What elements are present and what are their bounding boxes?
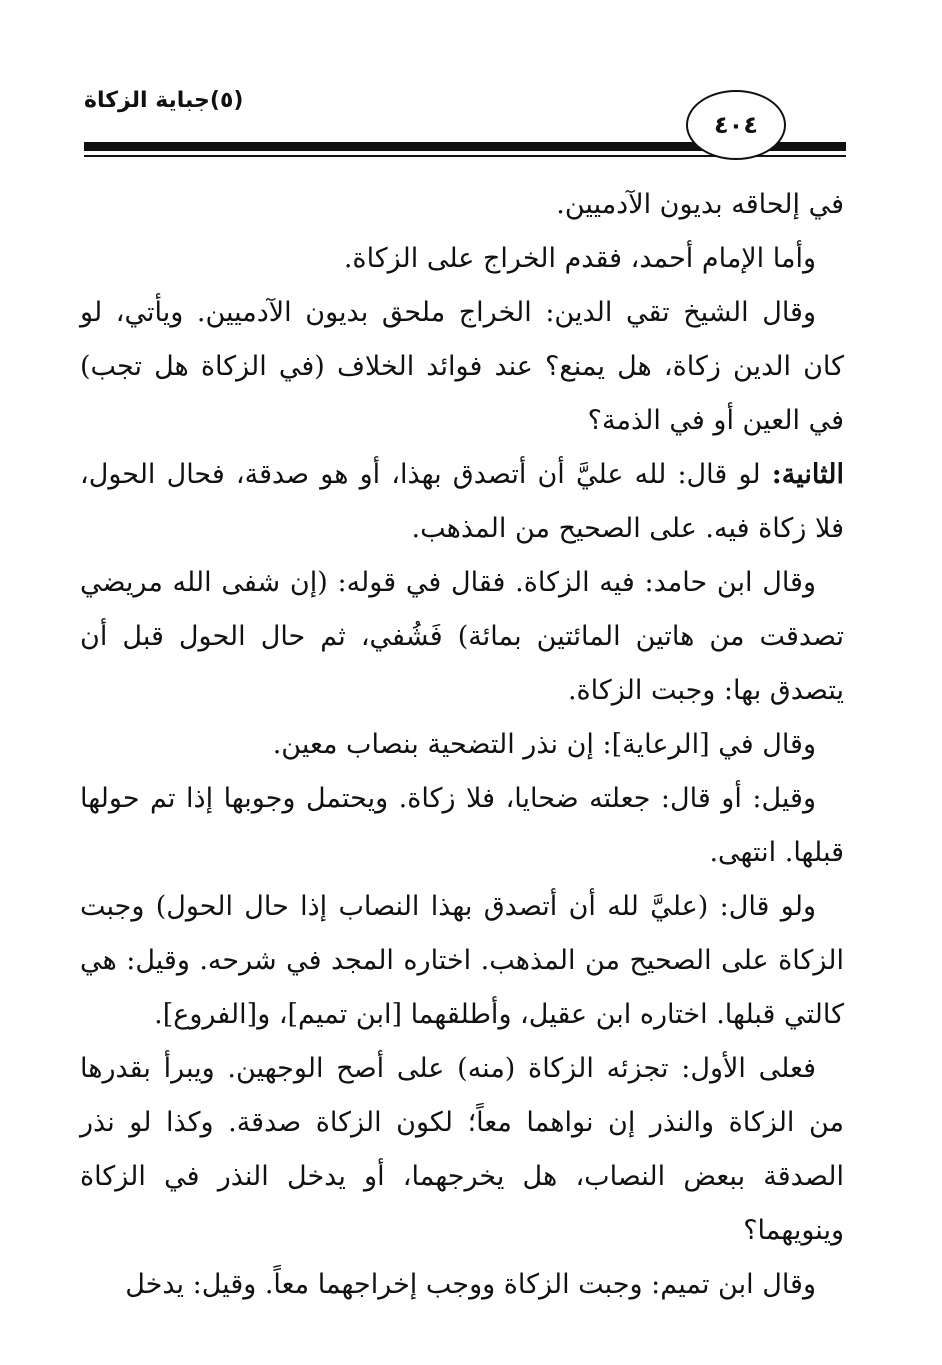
- paragraph: [80, 1042, 844, 1258]
- paragraph: [80, 178, 844, 232]
- paragraph: [80, 286, 844, 448]
- paragraph-text: وقال ابن حامد: فيه الزكاة. فقال في قوله: (إن شفى الله مريضي تصدقت من هاتين المائتين بمائة) فَشُفي، ثم حال الحول قبل أن يتصدق بها: وجبت الزكاة.: [80, 567, 844, 706]
- paragraph-lead: الثانية:: [771, 459, 844, 490]
- paragraph-text: فعلى الأول: تجزئه الزكاة (منه) على أصح الوجهين. ويبرأ بقدرها من الزكاة والنذر إن نواهما معاً؛ لكون الزكاة صدقة. وكذا لو نذر الصدقة ببعض النصاب، هل يخرجهما، أو يدخل النذر في الزكاة وينويهما؟: [80, 1053, 844, 1246]
- paragraph-text: وقال في [الرعاية]: إن نذر التضحية بنصاب معين.: [272, 729, 816, 760]
- paragraph-text: وقال الشيخ تقي الدين: الخراج ملحق بديون الآدميين. ويأتي، لو كان الدين زكاة، هل يمنع؟ عند فوائد الخلاف (في الزكاة هل تجب) في العين أو في الذمة؟: [80, 297, 844, 436]
- paragraph: [80, 232, 844, 286]
- paragraph-text: وقال ابن تميم: وجبت الزكاة ووجب إخراجهما معاً. وقيل: يدخل: [125, 1269, 816, 1300]
- paragraph: [80, 718, 844, 772]
- paragraph-text: وقيل: أو قال: جعلته ضحايا، فلا زكاة. ويحتمل وجوبها إذا تم حولها قبلها. انتهى.: [80, 783, 844, 868]
- page-number: ٤٠٤: [686, 90, 786, 160]
- running-title: (٥)جباية الزكاة: [84, 88, 244, 113]
- paragraph: [80, 556, 844, 718]
- paragraph-text: ولو قال: (عليَّ لله أن أتصدق بهذا النصاب إذا حال الحول) وجبت الزكاة على الصحيح من المذهب. اختاره المجد في شرحه. وقيل: هي كالتي قبلها. اختاره ابن عقيل، وأطلقهما [ابن تميم]، و[الفروع].: [80, 891, 844, 1030]
- paragraph: [80, 448, 844, 556]
- paragraph: [80, 1258, 844, 1312]
- paragraph-text: في إلحاقه بديون الآدميين.: [556, 189, 844, 220]
- paragraph: [80, 772, 844, 880]
- paragraph: [80, 880, 844, 1042]
- paragraph-text: لو قال: لله عليَّ أن أتصدق بهذا، أو هو صدقة، فحال الحول، فلا زكاة فيه. على الصحيح من المذهب.: [80, 459, 844, 544]
- paragraph-text: وأما الإمام أحمد، فقدم الخراج على الزكاة.: [343, 243, 816, 274]
- body-text: [80, 178, 844, 1312]
